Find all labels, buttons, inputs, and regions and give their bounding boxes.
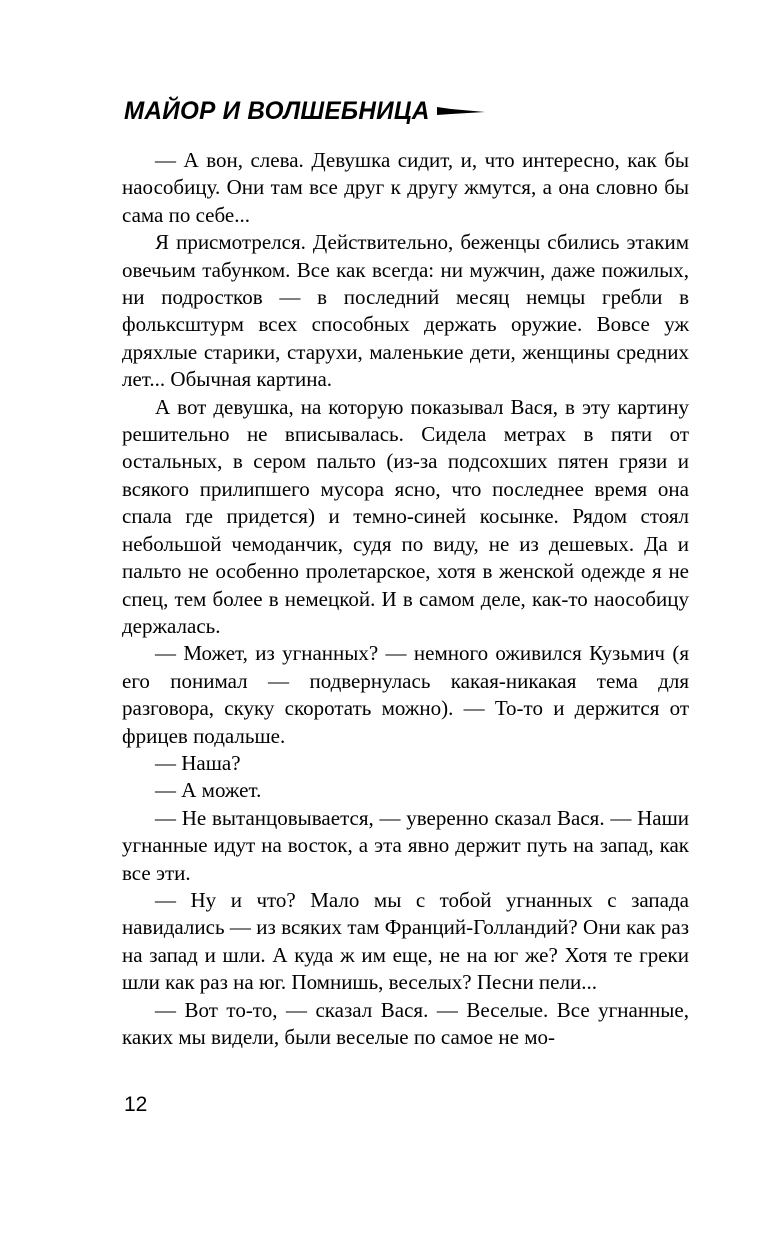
paragraph: — Может, из угнанных? — немного оживился Кузьмич (я его понимал — подвернулась какая-никакая тема для разговора, скуку скоротать можно). — То-то и держится от фрицев подальше. [122,641,689,748]
running-head [124,97,485,126]
paragraph: — А вон, слева. Девушка сидит, и, что интересно, как бы наособицу. Они там все друг к другу жмутся, а она словно бы сама по себе... [122,148,689,227]
paragraph: — А может. [155,778,262,803]
title-swoosh-icon [437,103,485,122]
paragraph: Я присмотрелся. Действительно, беженцы сбились этаким овечьим табунком. Все как всегда: ни мужчин, даже пожилых, ни подростков — в последний месяц немцы гребли в фольксштурм всех способных держать оружие. Вовсе уж дряхлые старики, старухи, маленькие дети, женщины средних лет... Обычная картина. [122,230,689,392]
paragraph: — Наша? [155,750,241,775]
paragraph: — Ну и что? Мало мы с тобой угнанных с запада навидались — из всяких там Франций-Голландий? Они как раз на запад и шли. А куда ж им еще, не на юг же? Хотя те греки шли как раз на юг. Помнишь, веселых? Песни пели... [122,887,689,995]
paragraph: — Вот то-то, — сказал Вася. — Веселые. Все угнанные, каких мы видели, были веселые по самое не мо- [122,997,689,1049]
page-number: 12 [124,1093,148,1116]
paragraph: А вот девушка, на которую показывал Вася, в эту картину решительно не вписывалась. Сидела метрах в пяти от остальных, в сером пальто (из-за подсохших пятен грязи и всякого прилипшего мусора ясно, что последнее время она спала где придется) и темно-синей косынке. Рядом стоял небольшой чемоданчик, судя по виду, не из дешевых. Да и пальто не особенно пролетарское, хотя в женской одежде я не спец, тем более в немецкой. И в самом деле, как-то наособицу держалась. [122,394,689,638]
page-text [122,147,689,1051]
book-title: МАЙОР И ВОЛШЕБНИЦА [124,97,430,125]
paragraph: — Не вытанцовывается, — уверенно сказал Вася. — Наши угнанные идут на восток, а эта явно держит путь на запад, как все эти. [122,805,689,885]
